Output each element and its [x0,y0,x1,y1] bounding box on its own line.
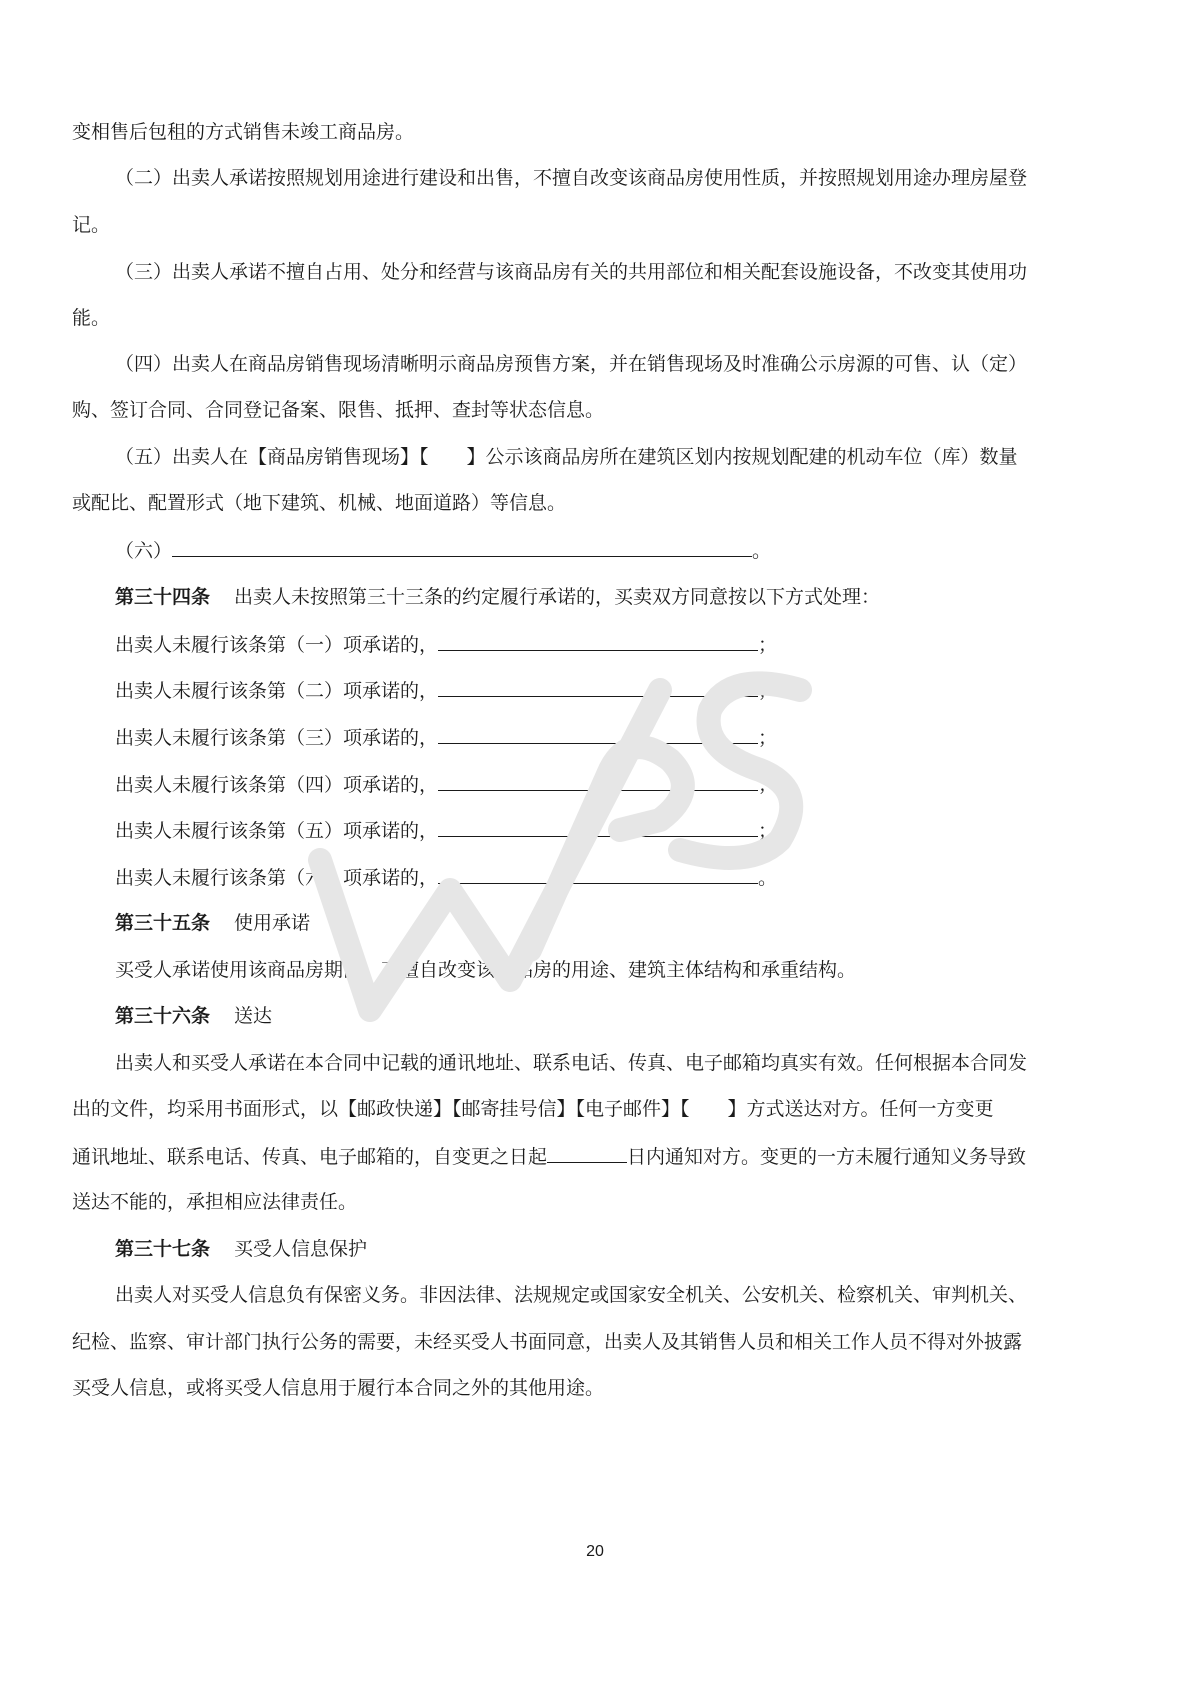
article-text: 送达 [234,1005,273,1027]
article-34-heading [0,585,1190,609]
paragraph-line: 记。 [72,214,111,236]
fill-in-line [0,818,1190,842]
paragraph-line: 变相售后包租的方式销售未竣工商品房。 [72,121,415,143]
paragraph-line: （四）出卖人在商品房销售现场清晰明示商品房预售方案，并在销售现场及时准确公示房源的可售、认（定） [115,353,1028,375]
article-title: 第三十四条 [115,586,211,608]
clause-end: 日内通知对方。变更的一方未履行通知义务导致 [627,1146,1027,1168]
paragraph-line: 买受人承诺使用该商品房期间，不擅自改变该商品房的用途、建筑主体结构和承重结构。 [115,959,857,981]
article-36-heading [0,1004,1190,1028]
paragraph-line: 送达不能的，承担相应法律责任。 [72,1191,358,1213]
paragraph-line: （三）出卖人承诺不擅自占用、处分和经营与该商品房有关的共用部位和相关配套设施设备，不改变其使用功 [115,261,1028,283]
clause-label: 出卖人未履行该条第（五）项承诺的， [115,820,439,842]
article-title: 第三十六条 [115,1005,211,1027]
paragraph-line: 纪检、监察、审计部门执行公务的需要，未经买受人书面同意，出卖人及其销售人员和相关工作人员不得对外披露 [72,1331,1023,1353]
clause-label: 通讯地址、联系电话、传真、电子邮箱的，自变更之日起 [72,1146,548,1168]
paragraph-line: 或配比、配置形式（地下建筑、机械、地面道路）等信息。 [72,492,567,514]
article-title: 第三十五条 [115,912,211,934]
page-number: 20 [586,1543,604,1560]
paragraph-line: 出的文件，均采用书面形式，以【邮政快递】【邮寄挂号信】【电子邮件】【 】方式送达对方。任何一方变更 [72,1098,994,1120]
article-37-heading [0,1237,1190,1261]
clause-end: 。 [752,540,772,562]
fill-in-line [0,538,1190,562]
paragraph-line: （五）出卖人在【商品房销售现场】【 】公示该商品房所在建筑区划内按规划配建的机动车位（库）数量 [115,446,1018,468]
paragraph-line: 买受人信息，或将买受人信息用于履行本合同之外的其他用途。 [72,1377,605,1399]
fill-in-line [0,678,1190,702]
fill-in-line [0,632,1190,656]
paragraph-line: 出卖人和买受人承诺在本合同中记载的通讯地址、联系电话、传真、电子邮箱均真实有效。任何根据本合同发 [115,1052,1028,1074]
blank-field[interactable] [438,772,758,791]
blank-field[interactable] [172,538,752,557]
blank-field[interactable] [438,865,758,884]
blank-field[interactable] [438,678,758,697]
clause-end: ； [758,820,778,842]
paragraph-line: 出卖人对买受人信息负有保密义务。非因法律、法规规定或国家安全机关、公安机关、检察机关、审判机关、 [115,1284,1028,1306]
article-title: 第三十七条 [115,1238,211,1260]
clause-label: 出卖人未履行该条第（一）项承诺的， [115,634,439,656]
fill-in-line [0,865,1190,889]
article-text: 使用承诺 [234,912,311,934]
clause-label: 出卖人未履行该条第（三）项承诺的， [115,727,439,749]
paragraph-line: 购、签订合同、合同登记备案、限售、抵押、查封等状态信息。 [72,399,605,421]
fill-in-line [0,725,1190,749]
clause-label: 出卖人未履行该条第（六）项承诺的， [115,867,439,889]
clause-end: 。 [758,867,778,889]
clause-end: ； [758,774,778,796]
clause-label: 出卖人未履行该条第（四）项承诺的， [115,774,439,796]
blank-field[interactable] [438,818,758,837]
article-text: 出卖人未按照第三十三条的约定履行承诺的，买卖双方同意按以下方式处理： [234,586,881,608]
fill-in-line [0,772,1190,796]
blank-field[interactable] [547,1144,627,1163]
article-35-heading [0,911,1190,935]
clause-end: ； [758,727,778,749]
clause-end: ； [758,680,778,702]
paragraph-line: （二）出卖人承诺按照规划用途进行建设和出售，不擅自改变该商品房使用性质，并按照规划用途办理房屋登 [115,167,1028,189]
clause-label: 出卖人未履行该条第（二）项承诺的， [115,680,439,702]
clause-label: （六） [115,540,173,562]
fill-in-line [0,1144,1190,1168]
blank-field[interactable] [438,725,758,744]
paragraph-line: 能。 [72,307,111,329]
article-text: 买受人信息保护 [234,1238,368,1260]
blank-field[interactable] [438,632,758,651]
clause-end: ； [758,634,778,656]
